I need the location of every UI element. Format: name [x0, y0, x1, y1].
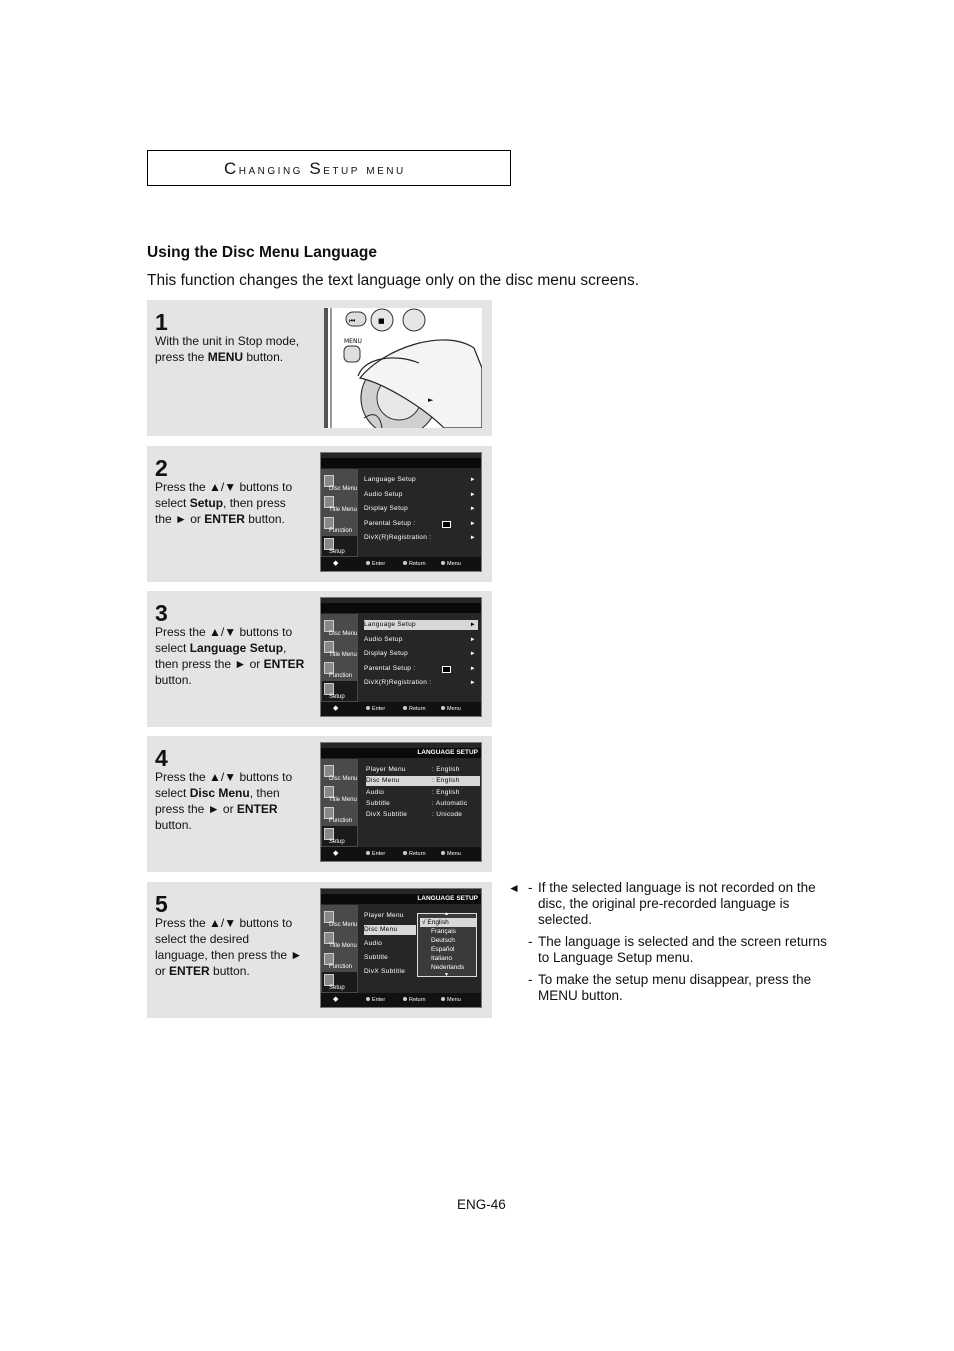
osd-footer-label: Menu: [447, 997, 461, 1003]
osd-header: [321, 603, 481, 613]
osd-footer-enter: [366, 702, 385, 716]
section-heading: Using the Disc Menu Language: [147, 244, 377, 261]
step-keyword: Setup: [189, 496, 224, 510]
step-text-run: button.: [243, 350, 284, 364]
step-text-run: , then press the ► or: [155, 786, 280, 816]
osd-row-label: Subtitle: [366, 799, 391, 807]
osd-sidebar-item: [322, 763, 357, 783]
language-option: Español: [431, 946, 455, 953]
osd-menu-row: [364, 953, 416, 963]
osd-row-arrow-icon: ►: [469, 506, 476, 512]
osd-sidebar: [321, 614, 358, 702]
osd-row-label: Audio: [364, 940, 383, 947]
osd-footer-enter: [366, 847, 385, 861]
osd-footer-return: [403, 557, 426, 571]
osd-menu-row: [364, 519, 478, 529]
osd-footer-return: [403, 702, 426, 716]
step-text-run: button.: [155, 818, 192, 832]
osd-sidebar: [321, 759, 358, 847]
step-text-run: Press the ▲/▼ buttons to select: [155, 770, 293, 800]
osd-footer-label: Return: [409, 706, 426, 712]
osd-row-label: Display Setup: [364, 505, 409, 512]
osd-sidebar-label: Disc Menu: [329, 631, 358, 637]
step-text-run: button.: [244, 512, 285, 526]
title-word: hanging: [238, 161, 310, 177]
setup-menu-screen: [320, 452, 482, 572]
step-text-run: button.: [209, 964, 250, 978]
navigation-keys-icon: ◆: [333, 705, 339, 712]
osd-menu-row: [364, 490, 478, 500]
note-text: The language is selected and the screen returns to Language Setup menu.: [538, 934, 827, 965]
osd-footer-label: Menu: [447, 561, 461, 567]
return-button-icon: [403, 997, 407, 1001]
osd-menu-row: [366, 788, 480, 798]
return-button-icon: [403, 561, 407, 565]
menu-button-icon: [441, 561, 445, 565]
step-keyword: Language Setup: [189, 641, 284, 655]
osd-footer-label: Return: [409, 561, 426, 567]
step-instructions: [155, 915, 305, 979]
step-keyword: MENU: [207, 350, 244, 364]
osd-row-arrow-icon: ►: [469, 535, 476, 541]
osd-sidebar-item: [322, 536, 357, 556]
osd-footer: [321, 557, 481, 571]
osd-footer-label: Enter: [372, 561, 386, 567]
step-instructions: [155, 333, 305, 365]
osd-footer-label: Return: [409, 997, 426, 1003]
osd-row-label: Player Menu: [364, 912, 404, 919]
navigation-keys-icon: ◆: [333, 560, 339, 567]
step-instructions: [155, 769, 305, 833]
language-selection-screen: [320, 888, 482, 1008]
osd-sidebar-item: [322, 784, 357, 804]
menu-button-icon: [441, 851, 445, 855]
title-initial: C: [224, 159, 239, 178]
svg-text:►: ►: [428, 396, 434, 404]
osd-sidebar-item: [322, 618, 357, 638]
osd-row-label: DivX Subtitle: [366, 811, 408, 819]
language-option: Nederlands: [431, 964, 465, 971]
osd-menu-row: [366, 810, 480, 820]
osd-sidebar-item: [322, 639, 357, 659]
osd-header: LANGUAGE SETUP: [321, 748, 481, 758]
osd-footer-menu: [441, 993, 461, 1007]
step-keyword: ENTER: [169, 964, 210, 978]
step-text-run: button.: [155, 673, 192, 687]
osd-header: [321, 458, 481, 468]
intro-text: This function changes the text language only on the disc menu screens.: [147, 272, 639, 289]
menu-button-icon: [441, 706, 445, 710]
osd-sidebar-label: Function: [329, 818, 353, 824]
osd-row-value: : English: [432, 777, 460, 785]
osd-row-value: : Automatic: [432, 799, 468, 807]
osd-row-value: : English: [432, 788, 460, 796]
osd-row-label: DivX(R)Registration :: [364, 679, 432, 686]
osd-row-arrow-icon: ►: [469, 651, 476, 657]
return-button-icon: [403, 851, 407, 855]
osd-footer-label: Menu: [447, 851, 461, 857]
scroll-up-icon: ▲: [444, 911, 449, 917]
note-text: If the selected language is not recorded on the disc, the original pre-recorded language is selected.: [538, 880, 816, 927]
step-text-run: Press the ▲/▼ buttons to select the desired language, then press the ► or: [155, 916, 303, 978]
step-number: 3: [155, 600, 168, 626]
language-dropdown: [417, 913, 477, 977]
navigation-keys-icon: ◆: [333, 996, 339, 1003]
step-number: 1: [155, 309, 168, 335]
osd-footer-enter: [366, 557, 385, 571]
return-button-icon: [403, 706, 407, 710]
osd-menu-row: [364, 620, 478, 630]
step-instructions: [155, 624, 305, 688]
osd-sidebar-label: Disc Menu: [329, 922, 358, 928]
osd-footer-return: [403, 847, 426, 861]
osd-row-arrow-icon: ►: [469, 477, 476, 483]
osd-row-arrow-icon: ►: [469, 622, 476, 628]
language-option: Italiano: [431, 955, 452, 962]
osd-sidebar-item: [322, 660, 357, 680]
osd-sidebar-label: Disc Menu: [329, 776, 358, 782]
language-setup-screen: [320, 742, 482, 862]
step-1-panel: [147, 300, 492, 436]
osd-sidebar-label: Function: [329, 528, 353, 534]
osd-menu-row: [364, 911, 416, 921]
osd-menu-row: [364, 475, 478, 485]
osd-row-label: Parental Setup :: [364, 664, 416, 672]
note-item: - To make the setup menu disappear, press the MENU button.: [528, 972, 812, 1003]
osd-sidebar-label: Setup: [329, 839, 345, 845]
step-keyword: ENTER: [236, 802, 278, 816]
osd-sidebar-item: [322, 909, 357, 929]
osd-row-label: Language Setup: [364, 621, 416, 628]
osd-menu-row: [364, 664, 478, 674]
osd-sidebar-item: [322, 930, 357, 950]
step-5-panel: [147, 882, 492, 1018]
osd-footer-label: Enter: [372, 706, 386, 712]
osd-footer-label: Return: [409, 851, 426, 857]
note-item: ◄ - If the selected language is not recorded on the disc, the original pre-recorded language is selected.: [508, 880, 816, 927]
osd-footer-label: Enter: [372, 851, 386, 857]
osd-row-label: DivX(R)Registration :: [364, 534, 432, 541]
osd-footer-menu: [441, 557, 461, 571]
step-4-panel: [147, 736, 492, 872]
svg-text:MENU: MENU: [344, 338, 362, 345]
osd-row-label: Disc Menu: [364, 926, 398, 933]
osd-sidebar-item: [322, 681, 357, 701]
step-text-run: Press the ▲/▼ buttons to select: [155, 625, 293, 655]
osd-sidebar-label: Setup: [329, 694, 345, 700]
language-option: Deutsch: [431, 937, 455, 944]
osd-row-label: Disc Menu: [366, 777, 400, 785]
scroll-down-icon: ▼: [444, 972, 449, 978]
osd-row-label: Language Setup: [364, 476, 416, 483]
osd-row-label: Player Menu: [366, 766, 406, 773]
osd-sidebar-item: [322, 972, 357, 992]
note-marker-icon: ◄: [508, 881, 520, 895]
osd-row-value: : English: [432, 766, 460, 773]
enter-button-icon: [366, 706, 370, 710]
osd-footer-label: Enter: [372, 997, 386, 1003]
osd-row-arrow-icon: ►: [469, 491, 476, 498]
title-word: etup menu: [323, 161, 406, 177]
step-3-panel: [147, 591, 492, 727]
step-number: 5: [155, 891, 168, 917]
page-number: ENG-46: [457, 1197, 506, 1212]
page-title: [224, 161, 406, 177]
remote-control-illustration: [324, 308, 482, 428]
osd-sidebar-label: Title Menu: [329, 797, 357, 803]
osd-sidebar-label: Setup: [329, 549, 345, 555]
osd-menu-row: [364, 967, 416, 977]
osd-sidebar-item: [322, 805, 357, 825]
note-item: - The language is selected and the screen returns to Language Setup menu.: [528, 934, 827, 965]
osd-menu-row: [366, 776, 480, 786]
osd-footer: [321, 993, 481, 1007]
language-option: √ English: [420, 918, 476, 927]
title-initial: S: [309, 159, 324, 178]
osd-menu-row: [364, 635, 478, 645]
step-text-run: , then press the ► or: [155, 496, 286, 526]
step-2-panel: [147, 446, 492, 582]
osd-row-label: Audio Setup: [364, 635, 403, 643]
page-title-box: [147, 150, 511, 186]
osd-row-arrow-icon: ►: [469, 520, 476, 527]
osd-sidebar-label: Title Menu: [329, 943, 357, 949]
osd-footer-return: [403, 993, 426, 1007]
osd-row-arrow-icon: ►: [469, 665, 476, 672]
osd-row-arrow-icon: ►: [469, 636, 476, 643]
step-keyword: ENTER: [263, 657, 305, 671]
osd-menu-row: [364, 649, 478, 659]
notes-list: [508, 880, 828, 1010]
osd-footer: [321, 847, 481, 861]
osd-menu-row: [366, 799, 480, 809]
language-option: Français: [431, 928, 456, 935]
step-number: 2: [155, 455, 168, 481]
osd-footer: [321, 702, 481, 716]
osd-menu-row: [366, 765, 480, 775]
step-text-run: Press the ▲/▼ buttons to select: [155, 480, 293, 510]
osd-sidebar-item: [322, 494, 357, 514]
step-keyword: ENTER: [204, 512, 245, 526]
osd-menu-row: [364, 925, 416, 935]
enter-button-icon: [366, 997, 370, 1001]
osd-sidebar-label: Function: [329, 964, 353, 970]
osd-menu-row: [364, 504, 478, 514]
osd-footer-enter: [366, 993, 385, 1007]
lock-icon: [442, 521, 451, 528]
osd-row-label: Subtitle: [364, 954, 389, 961]
osd-sidebar-item: [322, 951, 357, 971]
osd-sidebar-label: Title Menu: [329, 652, 357, 658]
menu-button-icon: [441, 997, 445, 1001]
step-text-run: , then press the ► or: [155, 641, 287, 671]
lock-icon: [442, 666, 451, 673]
osd-row-label: Audio: [366, 788, 385, 796]
navigation-keys-icon: ◆: [333, 850, 339, 857]
osd-menu-row: [364, 939, 416, 949]
osd-sidebar: [321, 905, 358, 993]
osd-sidebar-label: Disc Menu: [329, 486, 358, 492]
step-keyword: Disc Menu: [189, 786, 250, 800]
osd-footer-menu: [441, 702, 461, 716]
osd-row-label: Display Setup: [364, 650, 409, 657]
svg-text:■: ■: [378, 317, 385, 325]
osd-row-value: : Unicode: [432, 811, 463, 819]
osd-row-label: DivX Subtitle: [364, 968, 406, 975]
osd-sidebar-label: Function: [329, 673, 353, 679]
svg-text:⏮: ⏮: [349, 317, 356, 325]
osd-sidebar: [321, 469, 358, 557]
step-text-run: With the unit in Stop mode, press the: [155, 334, 300, 364]
osd-sidebar-label: Setup: [329, 985, 345, 991]
osd-sidebar-label: Title Menu: [329, 507, 357, 513]
osd-footer-menu: [441, 847, 461, 861]
enter-button-icon: [366, 561, 370, 565]
step-number: 4: [155, 745, 168, 771]
osd-row-arrow-icon: ►: [469, 680, 476, 686]
osd-sidebar-item: [322, 515, 357, 535]
osd-row-label: Parental Setup :: [364, 519, 416, 527]
osd-sidebar-item: [322, 473, 357, 493]
setup-menu-screen: [320, 597, 482, 717]
note-text: To make the setup menu disappear, press the MENU button.: [538, 972, 812, 1003]
enter-button-icon: [366, 851, 370, 855]
step-instructions: [155, 479, 305, 527]
osd-footer-label: Menu: [447, 706, 461, 712]
osd-header: LANGUAGE SETUP: [321, 894, 481, 904]
osd-sidebar-item: [322, 826, 357, 846]
osd-menu-row: [364, 678, 478, 688]
osd-menu-row: [364, 533, 478, 543]
osd-row-label: Audio Setup: [364, 490, 403, 498]
